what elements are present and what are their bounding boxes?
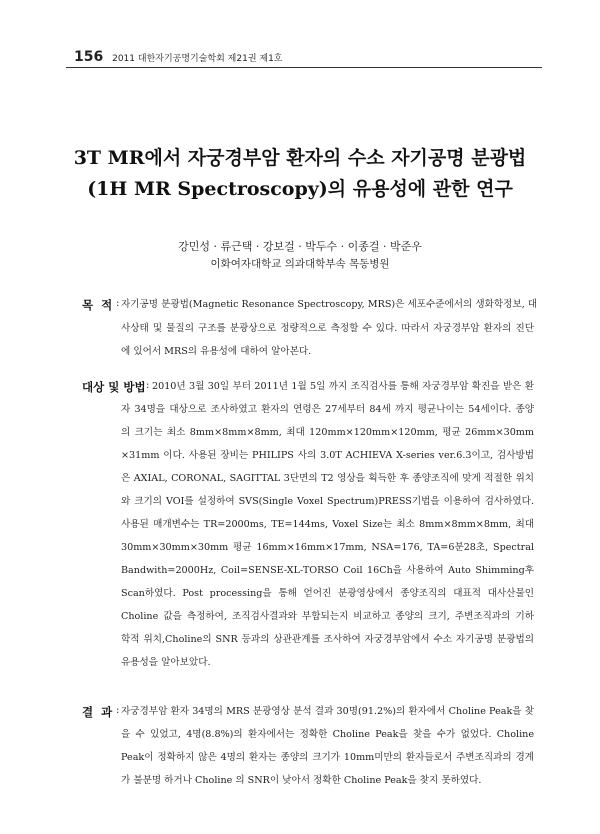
purpose-colon: :	[116, 298, 120, 309]
results-line: 가 불분명 하거나 Choline 의 SNR이 낮아서 정확한 Choline Peak을 찾지 못하였다.	[121, 775, 482, 786]
methods-line: 사용된 매개변수는 TR=2000ms, TE=144ms, Voxel Size는 최소 8mm×8mm×8mm, 최대	[121, 519, 534, 530]
results-colon: :	[116, 705, 120, 716]
methods-line: Choline 값을 측정하여, 조직검사결과와 부합되는지 비교하고 종양의 크기, 주변조직과의 기하	[121, 611, 534, 622]
purpose-label: 목 적	[82, 298, 113, 312]
results-line: 을 수 있었고, 4명(8.8%)의 환자에서는 정확한 Choline Peak을 찾을 수가 없었다. Choline	[121, 729, 534, 740]
methods-line: Bandwith=2000Hz, Coil=SENSE-XL-TORSO Coil 16Ch을 사용하여 Auto Shimming후	[121, 565, 534, 576]
methods-line: ×31mm 이다. 사용된 장비는 PHILIPS 사의 3.0T ACHIEVA X-series ver.6.3이고, 검사방법	[121, 450, 534, 461]
methods-line: 30mm×30mm×30mm 평균 16mm×16mm×17mm, NSA=176, TA=6분28초, Spectral	[121, 542, 534, 553]
methods-line: 와 크기의 VOI를 설정하여 SVS(Single Voxel Spectrum)PRESS기법을 이용하여 검사하였다.	[121, 496, 534, 507]
methods-line: 은 AXIAL, CORONAL, SAGITTAL 3단면의 T2 영상을 획득한 후 종양조직에 맞게 적절한 위치	[121, 473, 534, 484]
page-number: 156	[74, 49, 104, 65]
methods-line: 2010년 3월 30일 부터 2011년 1월 5일 까지 조직검사를 통해 자궁경부암 확진을 받은 환	[152, 381, 534, 392]
results-line: Peak이 정확하지 않은 4명의 환자는 종양의 크기가 10mm미만의 환자들로서 주변조직과의 경계	[121, 752, 534, 763]
methods-line: 의 크기는 최소 8mm×8mm×8mm, 최대 120mm×120mm×120mm, 평균 26mm×30mm	[121, 427, 534, 438]
author-list: 강민성 · 류근택 · 강보걸 · 박두수 · 이종걸 · 박준우	[178, 240, 422, 253]
header-rule	[66, 67, 542, 68]
methods-line: Scan하였다. Post processing을 통해 얻어진 분광영상에서 종양조직의 대표적 대사산물인	[121, 588, 534, 599]
purpose-line: 자기공명 분광법(Magnetic Resonance Spectroscopy, MRS)은 세포수준에서의 생화학정보, 대	[121, 299, 538, 310]
methods-line: 자 34명을 대상으로 조사하였고 환자의 연령은 27세부터 84세 까지 평균나이는 54세이다. 종양	[121, 404, 534, 415]
purpose-line: 에 있어서 MRS의 유용성에 대하여 알아본다.	[121, 346, 312, 357]
affiliation: 이화여자대학교 의과대학부속 목동병원	[210, 258, 390, 270]
methods-line: 학적 위치,Choline의 SNR 등과의 상관관계를 조사하여 자궁경부암에서 수소 자기공명 분광법의	[121, 634, 534, 645]
title-line-2: (1H MR Spectroscopy)의 유용성에 관한 연구	[87, 178, 513, 200]
results-line: 자궁경부암 환자 34명의 MRS 분광영상 분석 결과 30명(91.2%)의 환자에서 Choline Peak을 찾	[121, 706, 534, 717]
methods-colon: :	[146, 380, 150, 391]
journal-name: 2011 대한자기공명기술학회 제21권 제1호	[112, 54, 283, 64]
methods-label: 대상 및 방법	[82, 380, 146, 394]
results-label: 결 과	[82, 705, 113, 719]
methods-line: 유용성을 알아보았다.	[121, 657, 211, 668]
title-line-1: 3T MR에서 자궁경부암 환자의 수소 자기공명 분광법	[73, 147, 527, 169]
purpose-line: 사상태 및 물질의 구조를 분광상으로 정량적으로 측정할 수 있다. 따라서 자궁경부암 환자의 진단	[121, 323, 534, 334]
running-header	[74, 49, 283, 65]
